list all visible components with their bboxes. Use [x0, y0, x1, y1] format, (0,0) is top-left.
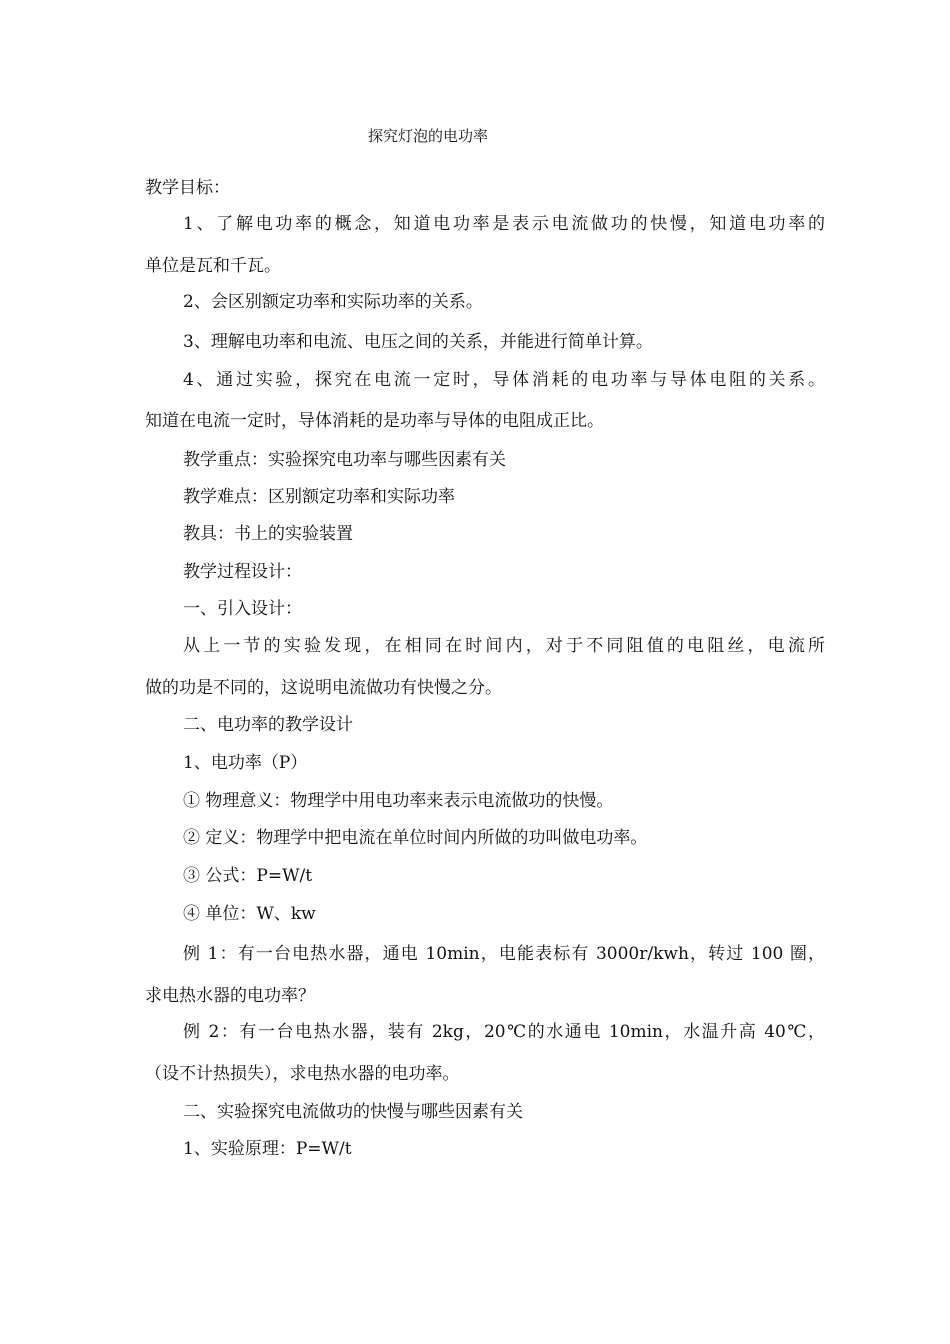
paragraph-line: 例 1：有一台电热水器，通电 10min，电能表标有 3000r/kwh，转过 100 圈，: [183, 944, 825, 964]
paragraph-line: 一、引入设计：: [183, 599, 302, 619]
paragraph-line: 例 2：有一台电热水器，装有 2kg，20℃的水通电 10min，水温升高 40℃，: [183, 1022, 825, 1042]
paragraph-line: 做的功是不同的，这说明电流做功有快慢之分。: [145, 678, 502, 698]
paragraph-line: 1、了解电功率的概念，知道电功率是表示电流做功的快慢，知道电功率的: [183, 214, 825, 234]
paragraph-line: 4、通过实验，探究在电流一定时，导体消耗的电功率与导体电阻的关系。: [183, 370, 825, 390]
paragraph-line: 二、电功率的教学设计: [183, 715, 353, 735]
document-title: 探究灯泡的电功率: [367, 127, 488, 145]
paragraph-line: 从上一节的实验发现，在相同在时间内，对于不同阻值的电阻丝，电流所: [183, 636, 825, 656]
paragraph-line: ③ 公式：P=W/t: [183, 866, 313, 886]
paragraph-line: 教学重点：实验探究电功率与哪些因素有关: [183, 450, 506, 470]
paragraph-line: 教学过程设计：: [183, 562, 302, 582]
paragraph-line: 教学目标：: [145, 178, 230, 198]
paragraph-line: 1、电功率（P）: [183, 753, 308, 773]
paragraph-line: 教具：书上的实验装置: [183, 524, 353, 544]
paragraph-line: 教学难点：区别额定功率和实际功率: [183, 487, 455, 507]
paragraph-line: 二、实验探究电流做功的快慢与哪些因素有关: [183, 1102, 523, 1122]
paragraph-line: 2、会区别额定功率和实际功率的关系。: [183, 292, 483, 312]
paragraph-line: 求电热水器的电功率？: [145, 986, 315, 1006]
paragraph-line: ② 定义：物理学中把电流在单位时间内所做的功叫做电功率。: [183, 828, 648, 848]
paragraph-line: 知道在电流一定时，导体消耗的是功率与导体的电阻成正比。: [145, 411, 604, 431]
paragraph-line: 3、理解电功率和电流、电压之间的关系，并能进行简单计算。: [183, 332, 653, 352]
paragraph-line: 1、实验原理：P=W/t: [183, 1139, 352, 1159]
paragraph-line: ① 物理意义：物理学中用电功率来表示电流做功的快慢。: [183, 791, 614, 811]
paragraph-line: ④ 单位：W、kw: [183, 904, 316, 924]
paragraph-line: （设不计热损失），求电热水器的电功率。: [145, 1064, 460, 1084]
paragraph-line: 单位是瓦和千瓦。: [145, 256, 281, 276]
